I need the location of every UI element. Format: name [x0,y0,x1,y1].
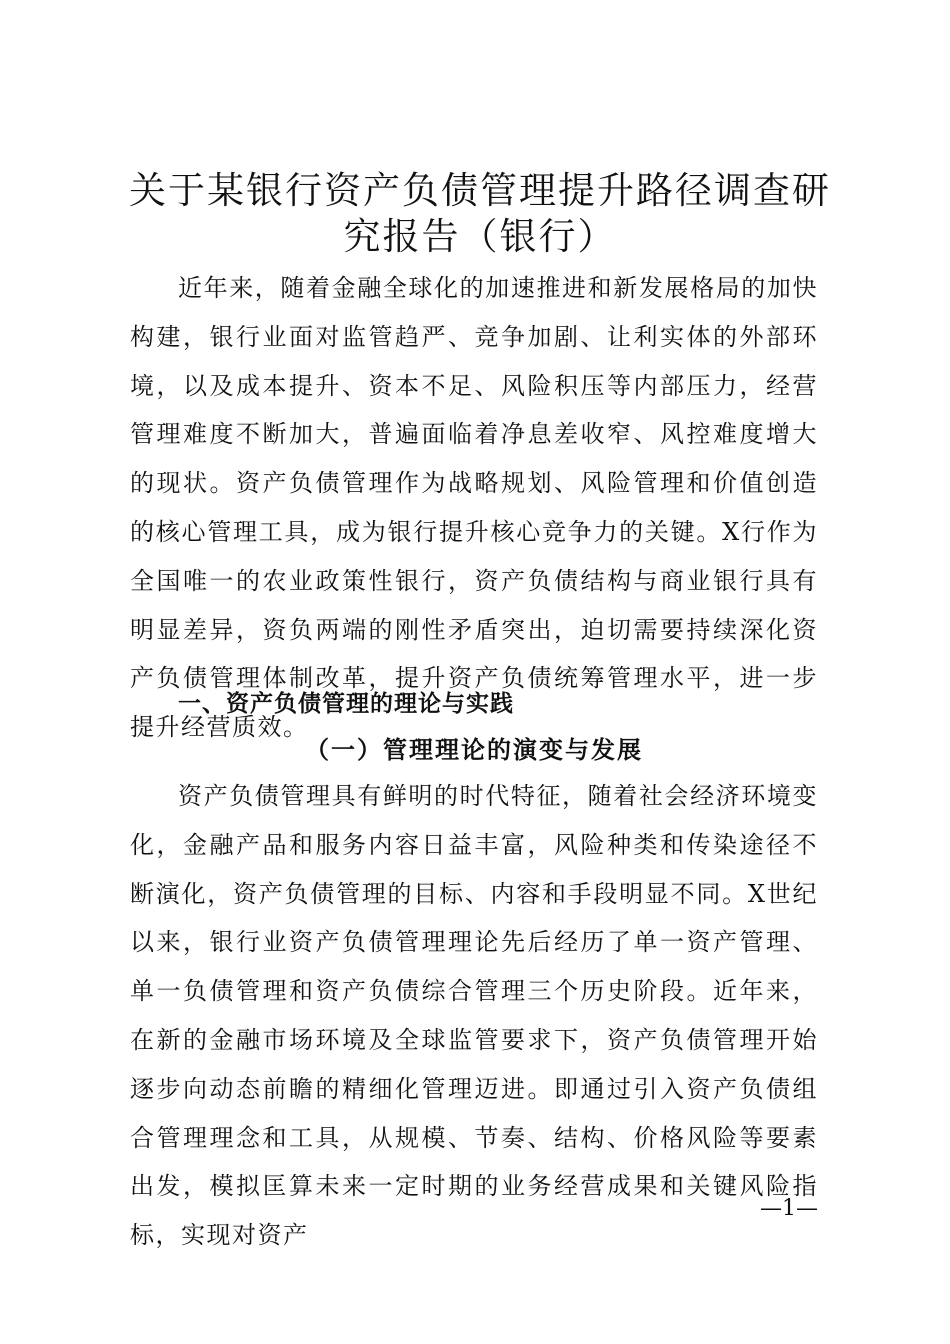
body-paragraph: 近年来，随着金融全球化的加速推进和新发展格局的加快构建，银行业面对监管趋严、竞争加剧、让利实体的外部环境，以及成本提升、资本不足、风险积压等内部压力，经营管理难度不断加大，普遍面临着净息差收窄、风控难度增大的现状。资产负债管理作为战略规划、风险管理和价值创造的核心管理工具，成为银行提升核心竞争力的关键。X行作为全国唯一的农业政策性银行，资产负债结构与商业银行具有明显差异，资负两端的刚性矛盾突出，迫切需要持续深化资产负债管理体制改革，提升资产负债统筹管理水平，进一步提升经营质效。 [130,274,818,742]
section-heading: 一、资产负债管理的理论与实践 [178,691,514,717]
document-title: 关于某银行资产负债管理提升路径调查研究报告（银行） [129,169,831,258]
body-paragraph: 资产负债管理具有鲜明的时代特征，随着社会经济环境变化，金融产品和服务内容日益丰富，风险种类和传染途径不断演化，资产负债管理的目标、内容和手段明显不同。X世纪以来，银行业资产负债管理理论先后经历了单一资产管理、单一负债管理和资产负债综合管理三个历史阶段。近年来，在新的金融市场环境及全球监管要求下，资产负债管理开始逐步向动态前瞻的精细化管理迈进。即通过引入资产负债组合管理理念和工具，从规模、节奏、结构、价格风险等要素出发，模拟匡算未来一定时期的业务经营成果和关键风险指标，实现对资产 [130,782,818,1250]
page-number: —1— [760,1196,818,1221]
subsection-heading: （一）管理理论的演变与发展 [305,735,643,764]
